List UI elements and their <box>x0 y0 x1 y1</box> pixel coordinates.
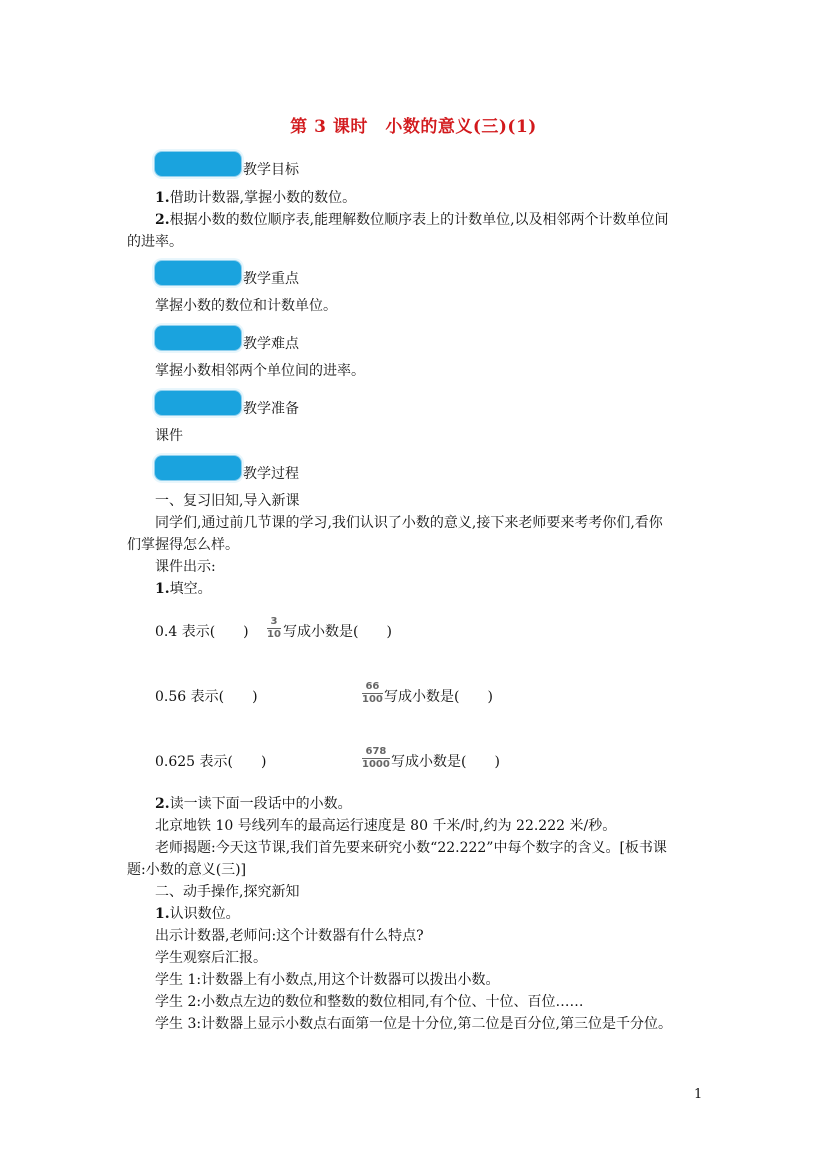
section-badge <box>155 152 241 176</box>
goal-2: 2.根据小数的数位顺序表,能理解数位顺序表上的计数单位,以及相邻两个计数单位间 <box>155 212 669 228</box>
page-number: 1 <box>694 1087 703 1102</box>
part2-title: 二、动手操作,探究新知 <box>155 884 300 900</box>
fill-left-3: 0.625 表示( ) <box>155 754 267 770</box>
section-label: 教学重点 <box>243 271 299 287</box>
fill-left-2: 0.56 表示( ) <box>155 689 258 705</box>
section-label: 教学准备 <box>243 401 299 417</box>
student-2: 学生 2:小数点左边的数位和整数的数位相同,有个位、十位、百位…… <box>155 994 584 1010</box>
section-badge <box>155 391 241 415</box>
fill-right-3: 写成小数是( ) <box>391 754 500 770</box>
fill-right-2: 写成小数是( ) <box>384 689 493 705</box>
observe: 学生观察后汇报。 <box>155 950 267 966</box>
question-2-text: 北京地铁 10 号线列车的最高运行速度是 80 千米/时,约为 22.222 米/秒。 <box>155 818 617 834</box>
section-label: 教学过程 <box>243 466 299 482</box>
section-label: 教学难点 <box>243 336 299 352</box>
question-1: 1.填空。 <box>155 581 212 597</box>
section-badge <box>155 261 241 285</box>
key-text: 掌握小数的数位和计数单位。 <box>155 298 337 314</box>
reveal-line-2: 题:小数的意义(三)] <box>127 862 247 878</box>
reveal-line-1: 老师揭题:今天这节课,我们首先要来研究小数“22.222”中每个数字的含义。[板书课 <box>155 840 667 856</box>
fraction-1: 3 10 <box>267 616 281 640</box>
courseware-label: 课件出示: <box>155 559 216 575</box>
fill-right-1: 写成小数是( ) <box>283 624 392 640</box>
student-3: 学生 3:计数器上显示小数点右面第一位是十分位,第二位是百分位,第三位是千分位。 <box>155 1016 672 1032</box>
fraction-2: 66 100 <box>362 681 383 705</box>
prep-text: 课件 <box>155 428 183 444</box>
page-title: 第 3 课时 小数的意义(三)(1) <box>290 117 537 137</box>
difficulty-text: 掌握小数相邻两个单位间的进率。 <box>155 363 365 379</box>
student-1: 学生 1:计数器上有小数点,用这个计数器可以拨出小数。 <box>155 972 500 988</box>
goal-2-cont: 的进率。 <box>127 234 183 250</box>
section-badge <box>155 456 241 480</box>
fraction-3: 678 1000 <box>362 746 390 770</box>
step-1: 1.认识数位。 <box>155 906 240 922</box>
question-2: 2.读一读下面一段话中的小数。 <box>155 796 352 812</box>
part1-title: 一、复习旧知,导入新课 <box>155 493 300 509</box>
intro-line-2: 们掌握得怎么样。 <box>127 537 239 553</box>
section-label: 教学目标 <box>243 162 299 178</box>
fill-left-1: 0.4 表示( ) <box>155 624 249 640</box>
section-badge <box>155 326 241 350</box>
show-counter: 出示计数器,老师问:这个计数器有什么特点? <box>155 928 424 944</box>
goal-1: 1.借助计数器,掌握小数的数位。 <box>155 190 357 206</box>
intro-line-1: 同学们,通过前几节课的学习,我们认识了小数的意义,接下来老师要来考考你们,看你 <box>155 515 663 531</box>
